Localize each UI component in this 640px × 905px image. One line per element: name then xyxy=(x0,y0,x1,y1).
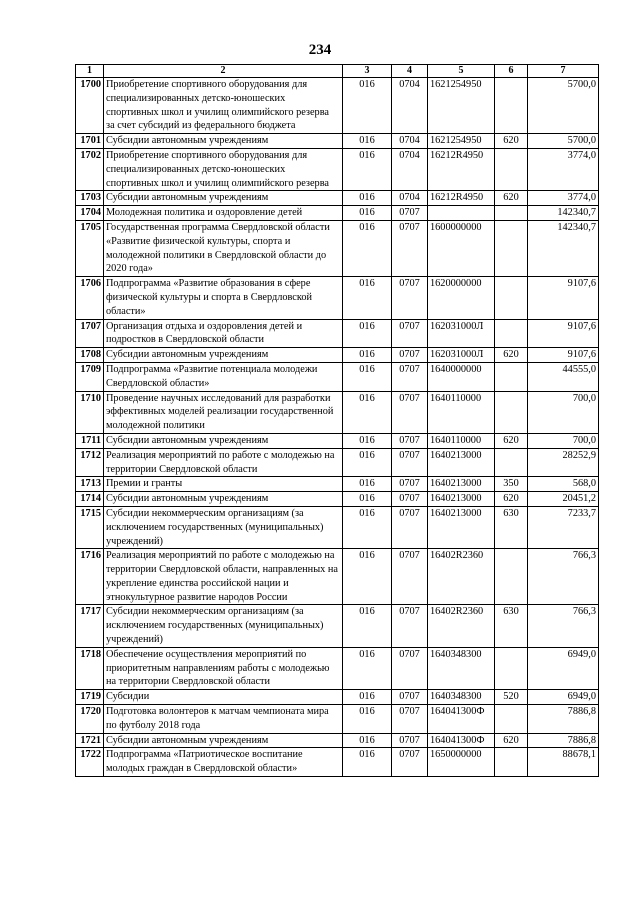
row-number: 1711 xyxy=(76,433,104,448)
table-row xyxy=(76,134,599,149)
row-name: Субсидии автономным учреждениям xyxy=(104,191,343,206)
section-code: 0707 xyxy=(392,647,428,689)
table-row xyxy=(76,705,599,734)
table-row xyxy=(76,148,599,190)
page-number: 234 xyxy=(308,42,332,58)
ministry-code: 016 xyxy=(343,78,392,134)
col-header-2: 2 xyxy=(104,65,343,78)
table-row xyxy=(76,391,599,433)
row-number: 1715 xyxy=(76,506,104,548)
row-amount: 766,3 xyxy=(528,549,599,605)
target-code: 1640000000 xyxy=(428,362,495,391)
section-code: 0704 xyxy=(392,148,428,190)
row-number: 1722 xyxy=(76,748,104,777)
expense-type-code: 620 xyxy=(495,492,528,507)
row-number: 1706 xyxy=(76,277,104,319)
row-number: 1701 xyxy=(76,134,104,149)
row-name: Государственная программа Свердловской области «Развитие физической культуры, спорта и молодежной политики в Свердловской области до 2020 года» xyxy=(104,220,343,276)
ministry-code: 016 xyxy=(343,362,392,391)
row-name: Обеспечение осуществления мероприятий по приоритетным направлениям работы с молодежью на территории Свердловской области xyxy=(104,647,343,689)
section-code: 0707 xyxy=(392,362,428,391)
ministry-code: 016 xyxy=(343,206,392,221)
expense-type-code xyxy=(495,362,528,391)
expense-type-code xyxy=(495,705,528,734)
ministry-code: 016 xyxy=(343,220,392,276)
section-code: 0704 xyxy=(392,134,428,149)
row-number: 1713 xyxy=(76,477,104,492)
expense-type-code: 620 xyxy=(495,433,528,448)
ministry-code: 016 xyxy=(343,647,392,689)
row-amount: 766,3 xyxy=(528,605,599,647)
row-amount: 9107,6 xyxy=(528,348,599,363)
section-code: 0707 xyxy=(392,477,428,492)
budget-table xyxy=(75,64,599,777)
row-name: Приобретение спортивного оборудования для специализированных детско-юношеских спортивных школ и училищ олимпийского резерва за счет субсидий из федерального бюджета xyxy=(104,78,343,134)
expense-type-code xyxy=(495,391,528,433)
table-body xyxy=(76,78,599,777)
row-number: 1704 xyxy=(76,206,104,221)
table-row xyxy=(76,348,599,363)
row-name: Субсидии автономным учреждениям xyxy=(104,733,343,748)
col-header-4: 4 xyxy=(392,65,428,78)
row-amount: 700,0 xyxy=(528,433,599,448)
target-code: 1640348300 xyxy=(428,647,495,689)
row-name: Подготовка волонтеров к матчам чемпионата мира по футболу 2018 года xyxy=(104,705,343,734)
section-code: 0707 xyxy=(392,748,428,777)
row-amount: 5700,0 xyxy=(528,78,599,134)
target-code: 1620000000 xyxy=(428,277,495,319)
header-row xyxy=(76,65,599,78)
section-code: 0707 xyxy=(392,733,428,748)
section-code: 0704 xyxy=(392,78,428,134)
row-amount: 7886,8 xyxy=(528,733,599,748)
target-code: 1640110000 xyxy=(428,391,495,433)
row-number: 1705 xyxy=(76,220,104,276)
row-amount: 3774,0 xyxy=(528,191,599,206)
expense-type-code xyxy=(495,277,528,319)
target-code: 1600000000 xyxy=(428,220,495,276)
ministry-code: 016 xyxy=(343,134,392,149)
row-amount: 6949,0 xyxy=(528,690,599,705)
expense-type-code: 350 xyxy=(495,477,528,492)
row-number: 1708 xyxy=(76,348,104,363)
row-number: 1702 xyxy=(76,148,104,190)
expense-type-code: 620 xyxy=(495,733,528,748)
expense-type-code xyxy=(495,319,528,348)
section-code: 0707 xyxy=(392,705,428,734)
row-amount: 142340,7 xyxy=(528,220,599,276)
row-amount: 142340,7 xyxy=(528,206,599,221)
target-code: 1621254950 xyxy=(428,134,495,149)
section-code: 0707 xyxy=(392,492,428,507)
row-amount: 28252,9 xyxy=(528,448,599,477)
target-code: 16402R2360 xyxy=(428,549,495,605)
ministry-code: 016 xyxy=(343,506,392,548)
col-header-7: 7 xyxy=(528,65,599,78)
col-header-5: 5 xyxy=(428,65,495,78)
table-row xyxy=(76,549,599,605)
ministry-code: 016 xyxy=(343,191,392,206)
row-name: Подпрограмма «Развитие потенциала молодежи Свердловской области» xyxy=(104,362,343,391)
table-row xyxy=(76,319,599,348)
expense-type-code xyxy=(495,647,528,689)
row-number: 1709 xyxy=(76,362,104,391)
target-code: 1640213000 xyxy=(428,477,495,492)
expense-type-code xyxy=(495,448,528,477)
ministry-code: 016 xyxy=(343,748,392,777)
row-name: Субсидии автономным учреждениям xyxy=(104,134,343,149)
target-code: 164041300Ф xyxy=(428,705,495,734)
row-name: Субсидии автономным учреждениям xyxy=(104,433,343,448)
target-code xyxy=(428,206,495,221)
ministry-code: 016 xyxy=(343,319,392,348)
target-code: 162031000Л xyxy=(428,319,495,348)
target-code: 1650000000 xyxy=(428,748,495,777)
row-name: Реализация мероприятий по работе с молодежью на территории Свердловской области xyxy=(104,448,343,477)
ministry-code: 016 xyxy=(343,605,392,647)
section-code: 0707 xyxy=(392,277,428,319)
section-code: 0707 xyxy=(392,220,428,276)
row-amount: 5700,0 xyxy=(528,134,599,149)
row-name: Субсидии автономным учреждениям xyxy=(104,492,343,507)
section-code: 0707 xyxy=(392,206,428,221)
row-number: 1712 xyxy=(76,448,104,477)
col-header-1: 1 xyxy=(76,65,104,78)
expense-type-code: 630 xyxy=(495,605,528,647)
table-row xyxy=(76,477,599,492)
row-name: Организация отдыха и оздоровления детей и подростков в Свердловской области xyxy=(104,319,343,348)
expense-type-code xyxy=(495,748,528,777)
table-row xyxy=(76,748,599,777)
col-header-3: 3 xyxy=(343,65,392,78)
row-number: 1721 xyxy=(76,733,104,748)
row-number: 1719 xyxy=(76,690,104,705)
row-amount: 7233,7 xyxy=(528,506,599,548)
target-code: 1621254950 xyxy=(428,78,495,134)
row-name: Премии и гранты xyxy=(104,477,343,492)
row-amount: 9107,6 xyxy=(528,319,599,348)
row-number: 1720 xyxy=(76,705,104,734)
row-name: Субсидии автономным учреждениям xyxy=(104,348,343,363)
table-row xyxy=(76,191,599,206)
row-name: Субсидии xyxy=(104,690,343,705)
target-code: 1640213000 xyxy=(428,492,495,507)
table-row xyxy=(76,78,599,134)
row-amount: 3774,0 xyxy=(528,148,599,190)
target-code: 16212R4950 xyxy=(428,191,495,206)
row-name: Реализация мероприятий по работе с молодежью на территории Свердловской области, направленных на укрепление единства российской нации и этнокультурное развитие народов России xyxy=(104,549,343,605)
target-code: 16212R4950 xyxy=(428,148,495,190)
table-row xyxy=(76,277,599,319)
ministry-code: 016 xyxy=(343,448,392,477)
target-code: 16402R2360 xyxy=(428,605,495,647)
table-row xyxy=(76,605,599,647)
ministry-code: 016 xyxy=(343,148,392,190)
section-code: 0707 xyxy=(392,506,428,548)
row-number: 1700 xyxy=(76,78,104,134)
section-code: 0707 xyxy=(392,433,428,448)
section-code: 0707 xyxy=(392,690,428,705)
row-amount: 44555,0 xyxy=(528,362,599,391)
ministry-code: 016 xyxy=(343,477,392,492)
expense-type-code: 620 xyxy=(495,191,528,206)
section-code: 0704 xyxy=(392,191,428,206)
table-row xyxy=(76,647,599,689)
row-number: 1707 xyxy=(76,319,104,348)
ministry-code: 016 xyxy=(343,690,392,705)
expense-type-code: 620 xyxy=(495,134,528,149)
ministry-code: 016 xyxy=(343,492,392,507)
target-code: 1640213000 xyxy=(428,448,495,477)
row-name: Молодежная политика и оздоровление детей xyxy=(104,206,343,221)
table-row xyxy=(76,206,599,221)
ministry-code: 016 xyxy=(343,733,392,748)
ministry-code: 016 xyxy=(343,277,392,319)
target-code: 1640213000 xyxy=(428,506,495,548)
expense-type-code xyxy=(495,206,528,221)
row-amount: 20451,2 xyxy=(528,492,599,507)
row-number: 1714 xyxy=(76,492,104,507)
section-code: 0707 xyxy=(392,348,428,363)
expense-type-code xyxy=(495,148,528,190)
row-name: Подпрограмма «Развитие образования в сфере физической культуры и спорта в Свердловской области» xyxy=(104,277,343,319)
target-code: 1640348300 xyxy=(428,690,495,705)
table-row xyxy=(76,506,599,548)
ministry-code: 016 xyxy=(343,348,392,363)
row-name: Субсидии некоммерческим организациям (за исключением государственных (муниципальных) учреждений) xyxy=(104,605,343,647)
table-row xyxy=(76,690,599,705)
row-name: Субсидии некоммерческим организациям (за исключением государственных (муниципальных) учреждений) xyxy=(104,506,343,548)
row-name: Проведение научных исследований для разработки эффективных моделей реализации государственной молодежной политики xyxy=(104,391,343,433)
table-row xyxy=(76,448,599,477)
target-code: 1640110000 xyxy=(428,433,495,448)
expense-type-code: 520 xyxy=(495,690,528,705)
table-row xyxy=(76,733,599,748)
row-amount: 700,0 xyxy=(528,391,599,433)
section-code: 0707 xyxy=(392,319,428,348)
table-row xyxy=(76,433,599,448)
table-row xyxy=(76,362,599,391)
row-amount: 88678,1 xyxy=(528,748,599,777)
section-code: 0707 xyxy=(392,605,428,647)
expense-type-code: 620 xyxy=(495,348,528,363)
expense-type-code: 630 xyxy=(495,506,528,548)
row-amount: 6949,0 xyxy=(528,647,599,689)
row-number: 1710 xyxy=(76,391,104,433)
section-code: 0707 xyxy=(392,391,428,433)
row-amount: 568,0 xyxy=(528,477,599,492)
row-name: Подпрограмма «Патриотическое воспитание молодых граждан в Свердловской области» xyxy=(104,748,343,777)
expense-type-code xyxy=(495,220,528,276)
row-number: 1716 xyxy=(76,549,104,605)
ministry-code: 016 xyxy=(343,705,392,734)
expense-type-code xyxy=(495,78,528,134)
row-amount: 7886,8 xyxy=(528,705,599,734)
section-code: 0707 xyxy=(392,448,428,477)
section-code: 0707 xyxy=(392,549,428,605)
row-number: 1703 xyxy=(76,191,104,206)
row-amount: 9107,6 xyxy=(528,277,599,319)
table-row xyxy=(76,492,599,507)
col-header-6: 6 xyxy=(495,65,528,78)
table-row xyxy=(76,220,599,276)
row-name: Приобретение спортивного оборудования для специализированных детско-юношеских спортивных школ и училищ олимпийского резерва xyxy=(104,148,343,190)
ministry-code: 016 xyxy=(343,549,392,605)
row-number: 1717 xyxy=(76,605,104,647)
ministry-code: 016 xyxy=(343,391,392,433)
expense-type-code xyxy=(495,549,528,605)
row-number: 1718 xyxy=(76,647,104,689)
target-code: 164041300Ф xyxy=(428,733,495,748)
target-code: 162031000Л xyxy=(428,348,495,363)
ministry-code: 016 xyxy=(343,433,392,448)
